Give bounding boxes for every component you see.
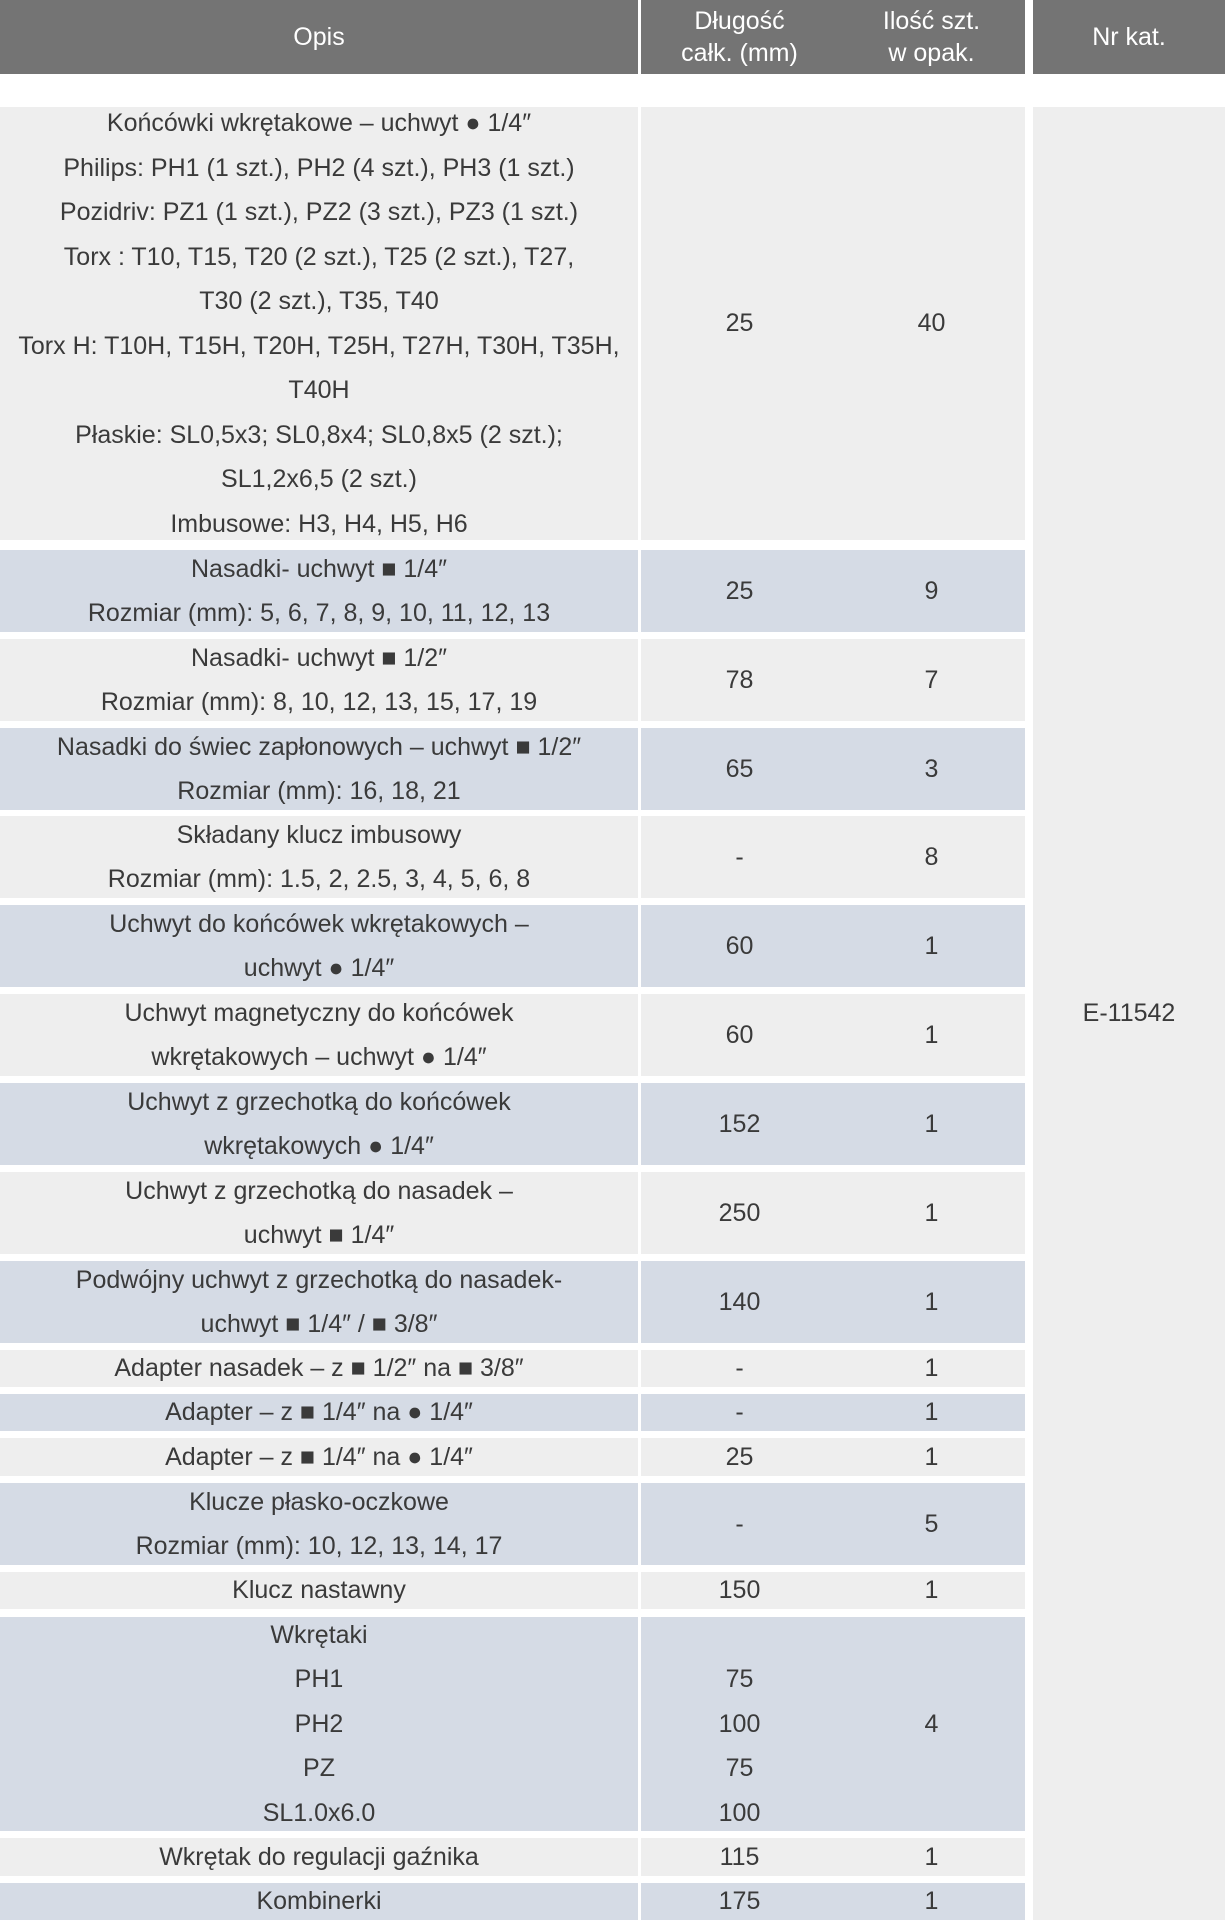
cell-line: T40H (288, 376, 350, 404)
cell-line: Pozidriv: PZ1 (1 szt.), PZ2 (3 szt.), PZ3 (1 szt.) (59, 198, 579, 226)
header-dlugosc-label (681, 5, 798, 69)
table-cell-opis (0, 728, 638, 810)
table-cell-opis (0, 1083, 638, 1165)
cell-line: Wkrętaki (270, 1620, 368, 1649)
table-cell-opis (0, 994, 638, 1076)
cell-line: uchwyt ● 1/4″ (243, 954, 395, 982)
table-cell-opis (0, 1572, 638, 1609)
cell-line: 115 (719, 1842, 760, 1871)
cell-line: Nasadki do świec zapłonowych – uchwyt ■ 1/2″ (56, 732, 582, 761)
cell-line: Rozmiar (mm): 10, 12, 13, 14, 17 (135, 1532, 503, 1560)
cell-line: Uchwyt do końcówek wkrętakowych – (109, 909, 529, 938)
table-cell-ilosc (838, 639, 1025, 721)
cell-line: - (735, 1354, 744, 1383)
header-ilosc-line: Ilość szt. (882, 7, 981, 35)
cell-line: - (735, 842, 744, 871)
cell-line: 78 (725, 665, 754, 694)
table-cell-dlugosc (641, 1350, 838, 1387)
table-cell-ilosc (838, 1838, 1025, 1876)
table-cell-dlugosc (641, 1572, 838, 1609)
cell-line: 100 (718, 1709, 761, 1738)
cell-line: 1 (924, 1020, 939, 1049)
cell-line: SL1,2x6,5 (2 szt.) (221, 465, 417, 493)
cell-line: Uchwyt magnetyczny do końcówek (124, 998, 514, 1027)
cell-line: 7 (924, 665, 939, 694)
cell-line: 1 (924, 1398, 939, 1427)
cell-line: 75 (725, 1754, 754, 1783)
cell-line: Podwójny uchwyt z grzechotką do nasadek- (75, 1265, 563, 1294)
cell-line: Nasadki- uchwyt ■ 1/4″ (191, 554, 447, 583)
cell-line: Uchwyt z grzechotką do nasadek – (125, 1176, 513, 1205)
table-cell-opis (0, 550, 638, 632)
cell-line: 1 (924, 931, 939, 960)
table-cell-opis (0, 1350, 638, 1387)
table-cell-ilosc (838, 1483, 1025, 1565)
table-cell-opis (0, 1394, 638, 1431)
cell-line: 25 (725, 1442, 754, 1471)
header-ilosc-label (883, 5, 980, 69)
cell-line: wkrętakowych ● 1/4″ (204, 1132, 434, 1160)
table-cell-ilosc (838, 1083, 1025, 1165)
cell-line: 100 (718, 1798, 761, 1827)
header-nrkat-line: Nr kat. (1092, 23, 1166, 51)
table-cell-ilosc (838, 1883, 1025, 1920)
cell-line: 60 (725, 1020, 754, 1049)
table-cell-opis (0, 1172, 638, 1254)
cell-line: PH2 (294, 1709, 344, 1738)
cell-line: PH1 (294, 1665, 344, 1694)
cell-line: SL1.0x6.0 (262, 1798, 376, 1827)
table-cell-dlugosc (641, 1261, 838, 1343)
cell-line: Nasadki- uchwyt ■ 1/2″ (191, 643, 447, 672)
table-cell-opis (0, 816, 638, 898)
header-opis-label (293, 21, 344, 53)
table-cell-dlugosc (641, 1617, 838, 1831)
table-cell-opis (0, 639, 638, 721)
table-cell-dlugosc (641, 107, 838, 540)
table-cell-ilosc (838, 816, 1025, 898)
header-ilosc (838, 0, 1025, 74)
header-nrkat-label (1092, 21, 1166, 53)
cell-line: - (735, 1509, 744, 1538)
cell-line: Kombinerki (256, 1887, 382, 1916)
table-cell-ilosc (838, 1617, 1025, 1831)
table-cell-ilosc (838, 1261, 1025, 1343)
table-cell-dlugosc (641, 1883, 838, 1920)
cell-line: Wkrętak do regulacji gaźnika (159, 1842, 479, 1871)
table-cell-dlugosc (641, 1083, 838, 1165)
table-cell-ilosc (838, 1350, 1025, 1387)
cell-line: Uchwyt z grzechotką do końcówek (127, 1087, 511, 1116)
table-cell-opis (0, 905, 638, 987)
cell-line: 1 (924, 1198, 939, 1227)
table-cell-dlugosc (641, 905, 838, 987)
header-ilosc-line: w opak. (888, 39, 975, 67)
cell-line: Adapter – z ■ 1/4″ na ● 1/4″ (165, 1398, 473, 1427)
header-dlugosc-line: Długość (694, 7, 785, 35)
cell-line: 1 (924, 1109, 939, 1138)
table-cell-dlugosc (641, 728, 838, 810)
cell-line: 1 (924, 1442, 939, 1471)
catalog-number: E-11542 (1082, 999, 1176, 1027)
table-cell-ilosc (838, 1572, 1025, 1609)
table-cell-opis (0, 1438, 638, 1476)
cell-line: 152 (718, 1109, 761, 1138)
table-cell-dlugosc (641, 639, 838, 721)
cell-line: 3 (924, 754, 939, 783)
cell-line: 60 (725, 931, 754, 960)
cell-line: Torx : T10, T15, T20 (2 szt.), T25 (2 szt.), T27, (63, 242, 575, 271)
cell-line: 9 (924, 576, 939, 605)
cell-line: 4 (924, 1709, 939, 1738)
cell-line: uchwyt ■ 1/4″ (243, 1221, 395, 1249)
table-cell-ilosc (838, 994, 1025, 1076)
cell-line: Imbusowe: H3, H4, H5, H6 (170, 509, 468, 538)
table-cell-dlugosc (641, 550, 838, 632)
table-cell-opis (0, 1483, 638, 1565)
cell-line: T30 (2 szt.), T35, T40 (199, 287, 439, 315)
table-cell-opis (0, 107, 638, 540)
cell-line: Składany klucz imbusowy (176, 820, 462, 849)
cell-line: 1 (924, 1576, 939, 1605)
catalog-number-cell (1033, 107, 1225, 1920)
table-cell-ilosc (838, 1394, 1025, 1431)
table-cell-opis (0, 1261, 638, 1343)
cell-line: PZ (303, 1754, 335, 1783)
table-cell-dlugosc (641, 816, 838, 898)
cell-line: 150 (718, 1576, 761, 1605)
cell-line: Adapter – z ■ 1/4″ na ● 1/4″ (165, 1442, 473, 1471)
cell-line: 250 (718, 1198, 761, 1227)
cell-line: Klucze płasko-oczkowe (189, 1487, 449, 1516)
cell-line: 140 (718, 1287, 761, 1316)
table-cell-ilosc (838, 728, 1025, 810)
cell-line: 1 (924, 1354, 939, 1383)
cell-line: Rozmiar (mm): 5, 6, 7, 8, 9, 10, 11, 12, 13 (87, 599, 551, 627)
cell-line: Płaskie: SL0,5x3; SL0,8x4; SL0,8x5 (2 szt.); (75, 420, 563, 449)
header-opis-line: Opis (293, 23, 345, 51)
table-cell-ilosc (838, 1438, 1025, 1476)
cell-line: Rozmiar (mm): 1.5, 2, 2.5, 3, 4, 5, 6, 8 (107, 865, 531, 893)
table-cell-ilosc (838, 905, 1025, 987)
table-cell-dlugosc (641, 1438, 838, 1476)
table-cell-opis (0, 1617, 638, 1831)
header-dlugosc-line: całk. (mm) (681, 39, 798, 67)
cell-line: Klucz nastawny (232, 1576, 406, 1605)
table-cell-dlugosc (641, 1394, 838, 1431)
cell-line: 1 (924, 1842, 939, 1871)
table-cell-opis (0, 1883, 638, 1920)
cell-line: Rozmiar (mm): 16, 18, 21 (177, 777, 461, 805)
cell-line: Adapter nasadek – z ■ 1/2″ na ■ 3/8″ (114, 1354, 524, 1383)
cell-line: uchwyt ■ 1/4″ / ■ 3/8″ (200, 1310, 438, 1338)
cell-line: 175 (718, 1887, 761, 1916)
cell-line: 1 (924, 1887, 939, 1916)
header-opis (0, 0, 638, 74)
table-cell-dlugosc (641, 1172, 838, 1254)
cell-line: wkrętakowych – uchwyt ● 1/4″ (151, 1043, 487, 1071)
table-cell-dlugosc (641, 1483, 838, 1565)
header-dlugosc (641, 0, 838, 74)
cell-line: 65 (725, 754, 754, 783)
cell-line: 5 (924, 1509, 939, 1538)
cell-line: Torx H: T10H, T15H, T20H, T25H, T27H, T30H, T35H, (18, 331, 620, 360)
table-cell-ilosc (838, 107, 1025, 540)
cell-line: 1 (924, 1287, 939, 1316)
cell-line: 8 (924, 842, 939, 871)
cell-line: 25 (725, 309, 754, 338)
cell-line: Końcówki wkrętakowe – uchwyt ● 1/4″ (106, 109, 532, 137)
table-cell-ilosc (838, 550, 1025, 632)
cell-line: Philips: PH1 (1 szt.), PH2 (4 szt.), PH3 (1 szt.) (63, 153, 575, 182)
table-cell-dlugosc (641, 1838, 838, 1876)
header-nrkat (1033, 0, 1225, 74)
table-cell-opis (0, 1838, 638, 1876)
cell-line: 75 (725, 1665, 754, 1694)
table-cell-ilosc (838, 1172, 1025, 1254)
cell-line: 25 (725, 576, 754, 605)
cell-line: 40 (917, 309, 946, 338)
cell-line: - (735, 1398, 744, 1427)
cell-line: Rozmiar (mm): 8, 10, 12, 13, 15, 17, 19 (100, 688, 538, 716)
table-cell-dlugosc (641, 994, 838, 1076)
cell-line (736, 1617, 743, 1657)
